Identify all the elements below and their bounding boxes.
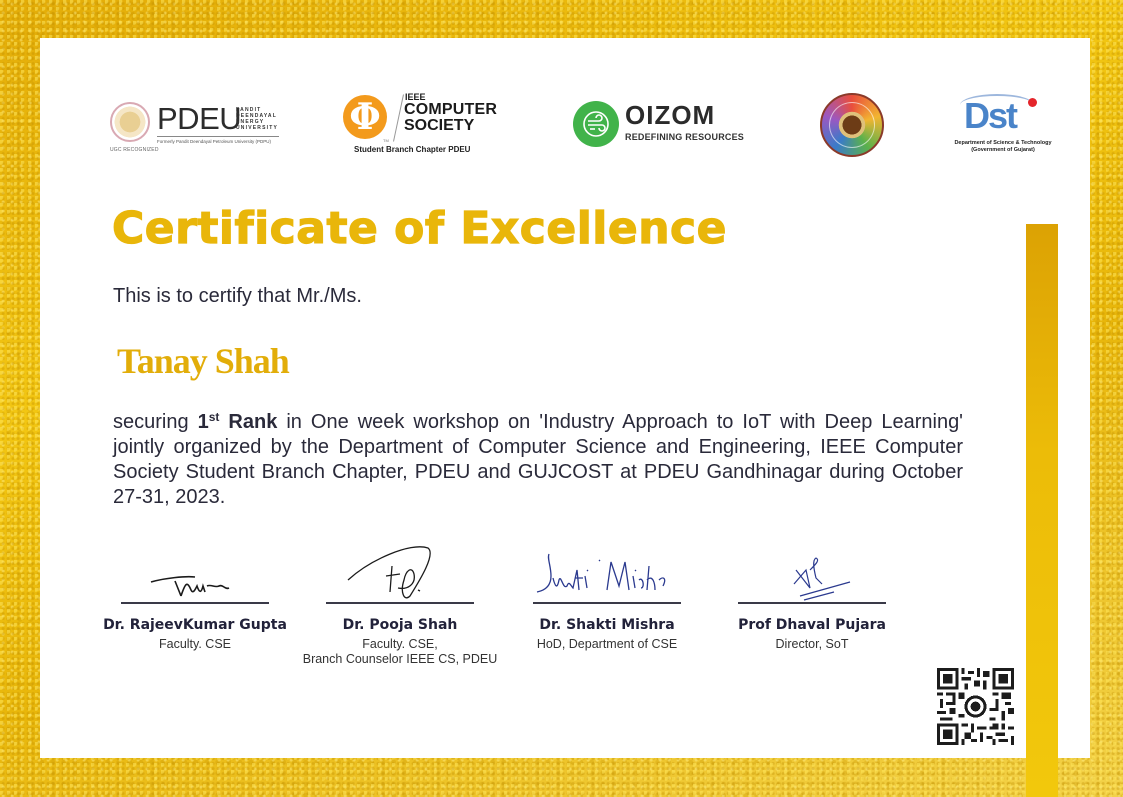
ieee-computer-society-logo — [343, 92, 513, 156]
certify-line: This is to certify that Mr./Ms. — [113, 285, 362, 307]
signatory-name: Prof Dhaval Pujara — [738, 617, 886, 633]
dst-wordmark: Dst — [964, 95, 1017, 136]
signature-icon — [712, 540, 912, 602]
qr-code[interactable] — [937, 668, 1014, 745]
ieee-phi-icon: Φ — [343, 95, 387, 139]
certificate-title: Certificate of Excellence — [112, 203, 727, 254]
signatory-name: Dr. Pooja Shah — [342, 617, 458, 633]
pdeu-wordmark: PDEU — [157, 101, 242, 136]
certificate-body: securing 1st Rank in One week workshop on 'Industry Approach to IoT with Deep Learning' jointly organized by the Department of Computer Science and Engineering, IEEE Computer Society Student Branch Chapter, PDEU and GUJCOST at PDEU Gandhinagar during October 27-31, 2023. — [113, 410, 964, 508]
pdeu-full-name: PANDIT DEENDAYAL ENERGY UNIVERSITY — [236, 107, 279, 131]
gujcost-seal-center — [829, 102, 875, 148]
ieee-subtitle: Student Branch Chapter PDEU — [354, 145, 471, 154]
signatory-3 — [507, 540, 707, 652]
oizom-tagline: REDEFINING RESOURCES — [625, 132, 745, 142]
signatory-role: Director, SoT — [775, 637, 849, 651]
gujcost-seal-icon — [820, 93, 884, 157]
dst-red-dot-icon — [1028, 98, 1037, 107]
signatory-name: Dr. RajeevKumar Gupta — [103, 617, 287, 633]
signatory-role: Faculty. CSE, Branch Counselor IEEE CS, PDEU — [302, 637, 498, 666]
signatory-role: Faculty. CSE — [158, 637, 231, 651]
signatory-name: Dr. Shakti Mishra — [539, 617, 675, 633]
ieee-wordmark: IEEE COMPUTER SOCIETY — [404, 92, 498, 134]
oizom-wordmark: OIZOM — [625, 100, 716, 130]
rank: 1st Rank — [197, 410, 278, 433]
pdeu-ugc-label: UGC RECOGNIZED — [110, 147, 159, 153]
signature-icon — [507, 540, 707, 602]
dst-caption: Department of Science & Technology (Government of Gujarat) — [954, 140, 1052, 153]
signatory-role: HoD, Department of CSE — [536, 637, 678, 651]
signature-icon — [300, 540, 500, 602]
signature-icon — [95, 540, 295, 602]
signatory-4 — [712, 540, 912, 652]
oizom-wind-icon — [573, 101, 619, 147]
signature-line — [533, 602, 681, 604]
signature-line — [121, 602, 269, 604]
decorative-gold-bar — [1026, 224, 1058, 797]
pdeu-divider — [157, 136, 279, 137]
signature-line — [738, 602, 886, 604]
signatory-2 — [300, 540, 500, 667]
signatory-1 — [95, 540, 295, 652]
pdeu-formerly-text: Formerly Pandit Deendayal Petroleum University (PDPU) — [157, 139, 272, 144]
pdeu-seal-icon — [110, 102, 150, 142]
ieee-divider — [393, 94, 404, 141]
signature-line — [326, 602, 474, 604]
dst-gujarat-logo — [948, 94, 1058, 156]
recipient-name: Tanay Shah — [117, 341, 289, 381]
oizom-logo — [573, 101, 755, 147]
pdeu-logo — [110, 100, 282, 158]
ieee-tm-mark: TM — [383, 138, 389, 143]
